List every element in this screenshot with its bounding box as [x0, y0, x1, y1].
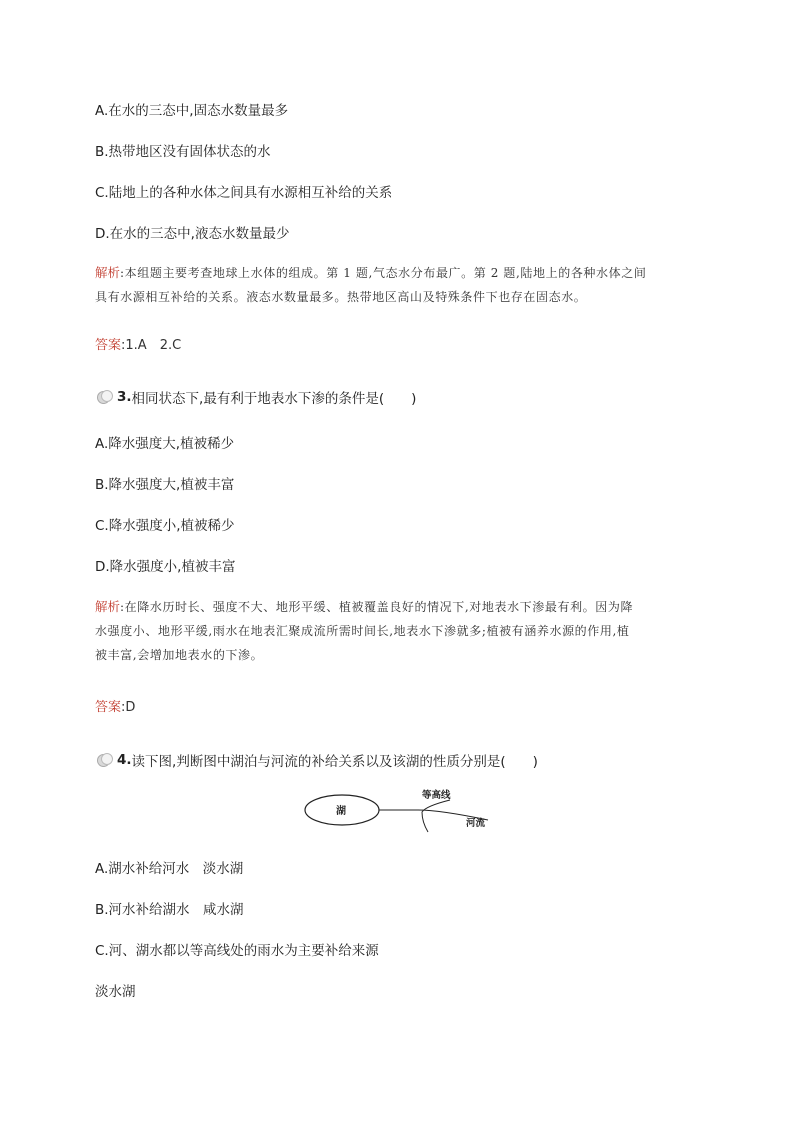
- answer-text: :1.A 2.C: [121, 338, 182, 353]
- explanation-tag: 解析: [95, 265, 121, 280]
- explanation-line: :在降水历时长、强度不大、地形平缓、植被覆盖良好的情况下,对地表水下渗最有利。因为降: [120, 600, 634, 614]
- explanation-3: [95, 595, 705, 667]
- option-d: D.在水的三态中,液态水数量最少: [95, 226, 290, 242]
- question-marker-icon: [95, 753, 115, 767]
- question-4-stem: [95, 750, 538, 770]
- question-number: 3.: [117, 389, 132, 405]
- q4-option-c: C.河、湖水都以等高线处的雨水为主要补给来源: [95, 943, 379, 959]
- lake-river-figure: [300, 788, 495, 836]
- explanation-tag: 解析: [95, 599, 121, 614]
- option-a: A.在水的三态中,固态水数量最多: [95, 103, 289, 119]
- answer-tag: 答案: [95, 700, 122, 715]
- q3-option-c: C.降水强度小,植被稀少: [95, 518, 235, 534]
- option-c: C.陆地上的各种水体之间具有水源相互补给的关系: [95, 185, 393, 201]
- q4-option-a: A.湖水补给河水 淡水湖: [95, 861, 244, 877]
- river-label: 河流: [466, 818, 486, 829]
- answer-1: [95, 334, 181, 353]
- explanation-line: 具有水源相互补给的关系。液态水数量最多。热带地区高山及特殊条件下也存在固态水。: [95, 290, 587, 304]
- answer-3: [95, 696, 135, 715]
- question-number: 4.: [117, 752, 132, 768]
- q3-option-d: D.降水强度小,植被丰富: [95, 559, 236, 575]
- q3-option-b: B.降水强度大,植被丰富: [95, 477, 235, 493]
- answer-text: :D: [121, 700, 136, 715]
- lake-label: 湖: [336, 806, 346, 817]
- explanation-line: :本组题主要考查地球上水体的组成。第 1 题,气态水分布最广。第 2 题,陆地上的各种水体之间: [120, 266, 647, 280]
- answer-tag: 答案: [95, 338, 122, 353]
- contour-label: 等高线: [422, 790, 451, 801]
- question-text: 相同状态下,最有利于地表水下渗的条件是( ): [131, 391, 417, 407]
- explanation-line: 水强度小、地形平缓,雨水在地表汇聚成流所需时间长,地表水下渗就多;植被有涵养水源的作用,植: [95, 624, 630, 638]
- question-marker-icon: [95, 390, 115, 404]
- q4-option-b: B.河水补给湖水 咸水湖: [95, 902, 244, 918]
- q3-option-a: A.降水强度大,植被稀少: [95, 436, 235, 452]
- q4-option-c-continued: 淡水湖: [95, 984, 136, 1000]
- explanation-line: 被丰富,会增加地表水的下渗。: [95, 648, 264, 662]
- option-b: B.热带地区没有固体状态的水: [95, 144, 271, 160]
- explanation-1: [95, 261, 705, 309]
- question-3-stem: [95, 387, 416, 407]
- question-text: 读下图,判断图中湖泊与河流的补给关系以及该湖的性质分别是( ): [131, 754, 538, 770]
- contour-line: [422, 800, 450, 832]
